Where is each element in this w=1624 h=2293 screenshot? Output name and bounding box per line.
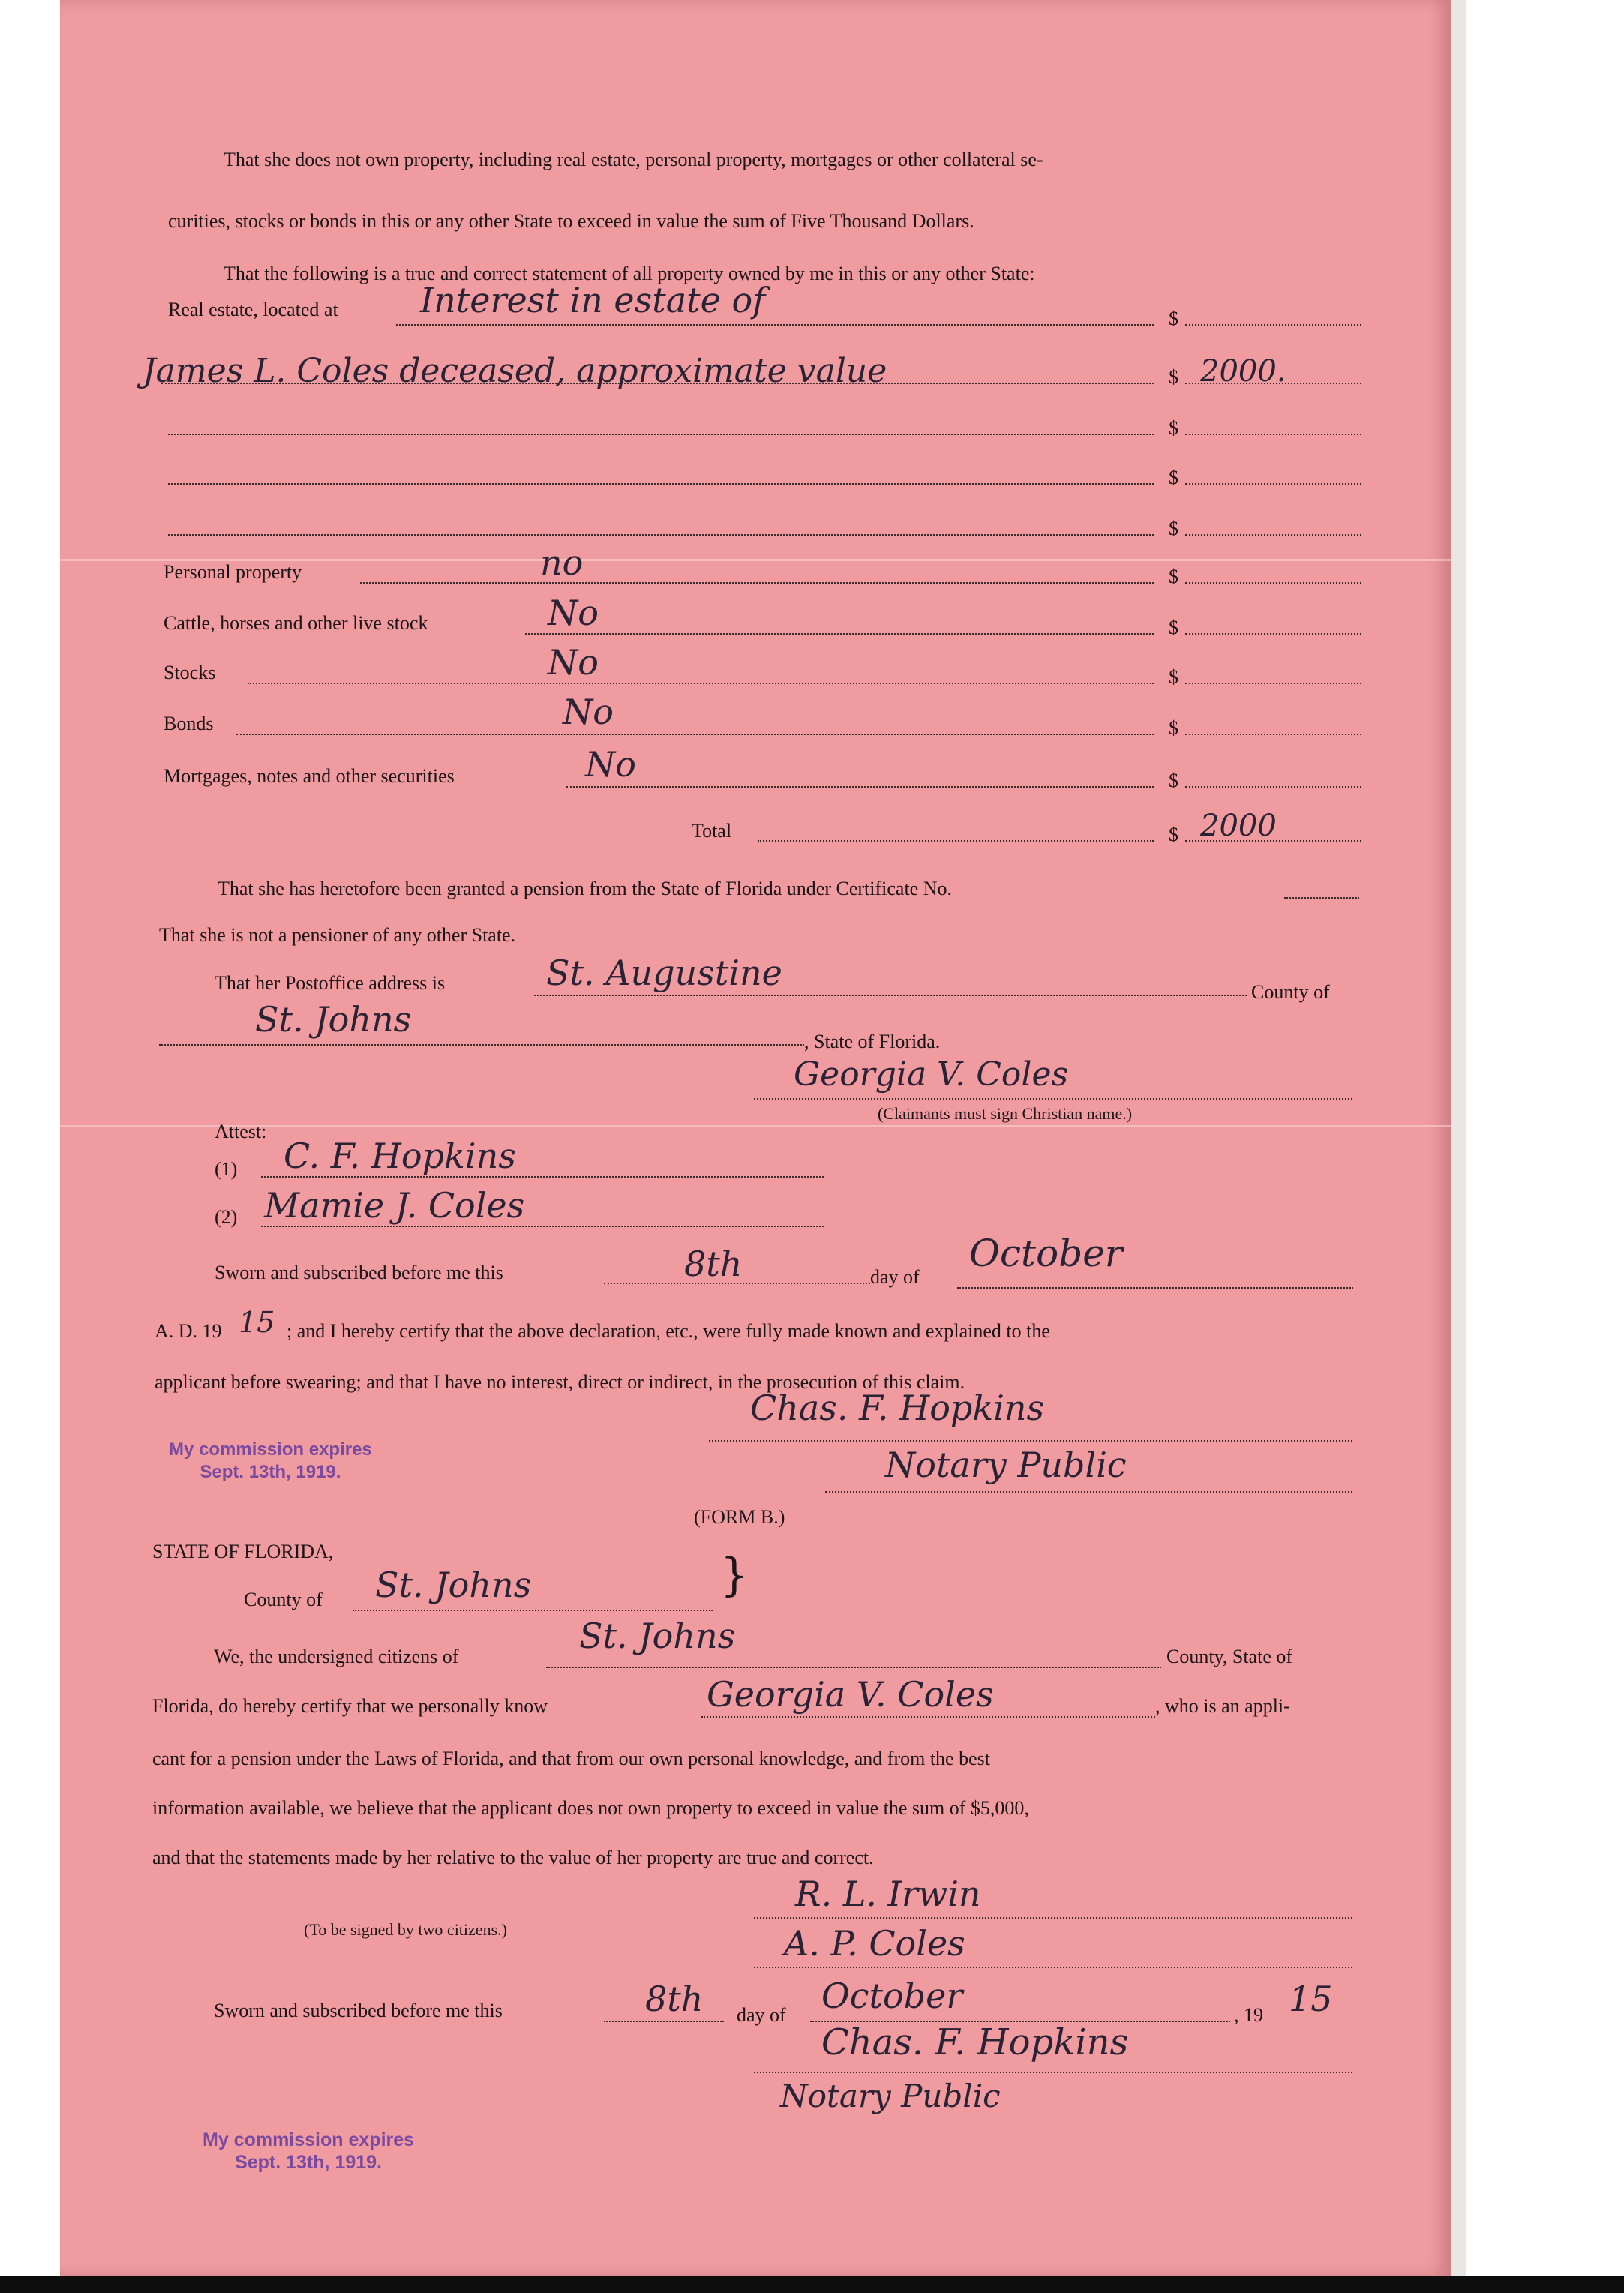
- signature-line: [261, 1176, 824, 1178]
- sworn-month: October: [969, 1232, 1123, 1275]
- claimant-signature: Georgia V. Coles: [794, 1055, 1069, 1094]
- witness-1-signature: C. F. Hopkins: [284, 1136, 516, 1176]
- certification-text: cant for a pension under the Laws of Florida, and that from our own personal knowledge, and from the best: [152, 1748, 990, 1769]
- cattle-value: No: [548, 593, 599, 633]
- stamp-line: Sept. 13th, 1919.: [235, 2152, 382, 2173]
- commission-stamp: [203, 2129, 414, 2174]
- dollar-sign: $: [1169, 518, 1178, 539]
- dollar-sign: $: [1169, 617, 1178, 638]
- know-tail: , who is an appli-: [1155, 1695, 1290, 1717]
- sworn-day: 8th: [684, 1244, 743, 1284]
- fill-line: [1185, 434, 1361, 435]
- notary-title: Notary Public: [780, 2078, 1001, 2114]
- fill-line: [159, 1044, 804, 1046]
- fill-line: [957, 1287, 1353, 1289]
- fill-line: [360, 582, 1154, 584]
- signature-line: [754, 2072, 1352, 2073]
- dollar-sign: $: [1169, 666, 1178, 688]
- mortgages-value: No: [585, 744, 636, 785]
- know-label: Florida, do hereby certify that we personally know: [152, 1695, 548, 1717]
- dollar-sign: $: [1169, 417, 1178, 439]
- fill-line: [168, 483, 1154, 485]
- fill-line: [1185, 483, 1361, 485]
- claimant-caption: (Claimants must sign Christian name.): [878, 1104, 1133, 1123]
- applicant-name: Georgia V. Coles: [707, 1674, 994, 1715]
- state-label: , State of Florida.: [804, 1031, 941, 1052]
- attest-number: (1): [215, 1158, 238, 1180]
- county-label: County of: [1251, 981, 1330, 1003]
- fill-line: [525, 633, 1154, 635]
- real-estate-location: Interest in estate of: [420, 280, 766, 320]
- fill-line: [236, 734, 1154, 735]
- year-prefix: A. D. 19: [155, 1320, 222, 1342]
- dollar-sign: $: [1169, 824, 1178, 845]
- witness-2-signature: Mamie J. Coles: [264, 1185, 525, 1226]
- paragraph-text: That the following is a true and correct statement of all property owned by me in this or any other State:: [224, 263, 1035, 284]
- stamp-line: Sept. 13th, 1919.: [200, 1462, 341, 1482]
- pension-statement: That she is not a pensioner of any other State.: [159, 924, 516, 946]
- fill-line: [248, 683, 1154, 684]
- day-of-label: day of: [870, 1266, 920, 1288]
- stamp-line: My commission expires: [203, 2129, 415, 2150]
- certification-text: and that the statements made by her relative to the value of her property are true and correct.: [152, 1847, 874, 1868]
- commission-stamp: [169, 1439, 372, 1484]
- mortgages-label: Mortgages, notes and other securities: [164, 765, 455, 787]
- form-b-county-label: County of: [244, 1589, 323, 1610]
- fill-line: [1185, 683, 1361, 684]
- citizen-1-signature: R. L. Irwin: [795, 1874, 981, 1914]
- signature-line: [754, 1098, 1352, 1100]
- fill-line: [1185, 534, 1361, 536]
- pension-statement: That she has heretofore been granted a pension from the State of Florida under Certificate No.: [218, 878, 952, 899]
- real-estate-value: 2000.: [1200, 354, 1286, 389]
- postoffice-address: St. Augustine: [546, 953, 782, 993]
- fill-line: [604, 2021, 724, 2022]
- fold-crease: [60, 1125, 1451, 1127]
- sworn-month: October: [821, 1976, 963, 2016]
- citizens-county: St. Johns: [579, 1616, 736, 1656]
- brace: }: [720, 1549, 749, 1601]
- personal-property-label: Personal property: [164, 561, 302, 583]
- fill-line: [566, 786, 1154, 788]
- total-label: Total: [692, 820, 732, 842]
- fill-line: [168, 434, 1154, 435]
- notary-signature: Chas. F. Hopkins: [750, 1388, 1045, 1428]
- stocks-label: Stocks: [164, 662, 216, 683]
- signature-line: [261, 1226, 824, 1227]
- certification-text: ; and I hereby certify that the above declaration, etc., were fully made known and explained to the: [287, 1320, 1050, 1342]
- fill-line: [534, 995, 1247, 996]
- dollar-sign: $: [1169, 717, 1178, 739]
- attest-number: (2): [215, 1206, 238, 1228]
- fill-line: [1185, 383, 1361, 384]
- stocks-value: No: [548, 642, 599, 683]
- certification-text: applicant before swearing; and that I have no interest, direct or indirect, in the prosecution of this claim.: [155, 1371, 965, 1393]
- paragraph-text: curities, stocks or bonds in this or any other State to exceed in value the sum of Five Thousand Dollars.: [168, 210, 974, 232]
- sworn-year: 15: [239, 1306, 275, 1339]
- total-value: 2000: [1200, 809, 1277, 843]
- fill-line: [161, 383, 1154, 384]
- bonds-value: No: [563, 692, 614, 732]
- stamp-line: My commission expires: [169, 1439, 372, 1460]
- form-b-county: St. Johns: [375, 1565, 532, 1605]
- fill-line: [546, 1667, 1161, 1668]
- fill-line: [1185, 324, 1361, 326]
- county-state-label: County, State of: [1166, 1646, 1293, 1667]
- dollar-sign: $: [1169, 770, 1178, 791]
- real-estate-label: Real estate, located at: [168, 299, 338, 320]
- fill-line: [1185, 734, 1361, 735]
- fill-line: [1185, 582, 1361, 584]
- attest-label: Attest:: [215, 1121, 267, 1142]
- personal-property-value: no: [540, 542, 584, 583]
- fill-line: [396, 324, 1154, 326]
- cattle-label: Cattle, horses and other live stock: [164, 612, 428, 634]
- signature-line: [825, 1491, 1352, 1493]
- paragraph-text: That she does not own property, including real estate, personal property, mortgages or other collateral se-: [224, 149, 1043, 170]
- certificate-number-line: [1284, 897, 1359, 899]
- fill-line: [353, 1610, 713, 1611]
- sworn-year: 15: [1289, 1979, 1333, 2019]
- certification-text: information available, we believe that the applicant does not own property to exceed in value the sum of $5,000,: [152, 1797, 1029, 1819]
- year-prefix: , 19: [1234, 2004, 1263, 2026]
- dollar-sign: $: [1169, 566, 1178, 587]
- fill-line: [1185, 840, 1361, 842]
- pension-form-page: [60, 0, 1451, 2276]
- citizen-2-signature: A. P. Coles: [784, 1923, 965, 1964]
- citizens-label: We, the undersigned citizens of: [214, 1646, 459, 1667]
- dollar-sign: $: [1169, 308, 1178, 329]
- sworn-label: Sworn and subscribed before me this: [215, 1262, 503, 1283]
- real-estate-description: James L. Coles deceased, approximate value: [143, 352, 887, 390]
- signature-line: [754, 1967, 1352, 1968]
- bonds-label: Bonds: [164, 713, 214, 734]
- dollar-sign: $: [1169, 467, 1178, 488]
- postoffice-label: That her Postoffice address is: [215, 972, 446, 994]
- fill-line: [701, 1716, 1155, 1718]
- fill-line: [758, 840, 1154, 842]
- dollar-sign: $: [1169, 366, 1178, 388]
- signed-note: (To be signed by two citizens.): [304, 1920, 507, 1939]
- signature-line: [709, 1440, 1352, 1442]
- notary-title: Notary Public: [885, 1445, 1127, 1485]
- signature-line: [754, 1917, 1352, 1919]
- form-b-heading: (FORM B.): [694, 1506, 785, 1528]
- county-name: St. Johns: [255, 999, 412, 1040]
- page-edge: [1451, 0, 1466, 2276]
- fill-line: [1185, 786, 1361, 788]
- sworn-label: Sworn and subscribed before me this: [214, 2000, 503, 2021]
- fill-line: [1185, 633, 1361, 635]
- scanner-border: [0, 2276, 1624, 2293]
- sworn-day: 8th: [645, 1979, 704, 2019]
- day-of-label: day of: [737, 2004, 786, 2026]
- fill-line: [604, 1283, 870, 1284]
- fill-line: [168, 534, 1154, 536]
- notary-signature: Chas. F. Hopkins: [821, 2021, 1129, 2063]
- form-b-state: STATE OF FLORIDA,: [152, 1541, 334, 1562]
